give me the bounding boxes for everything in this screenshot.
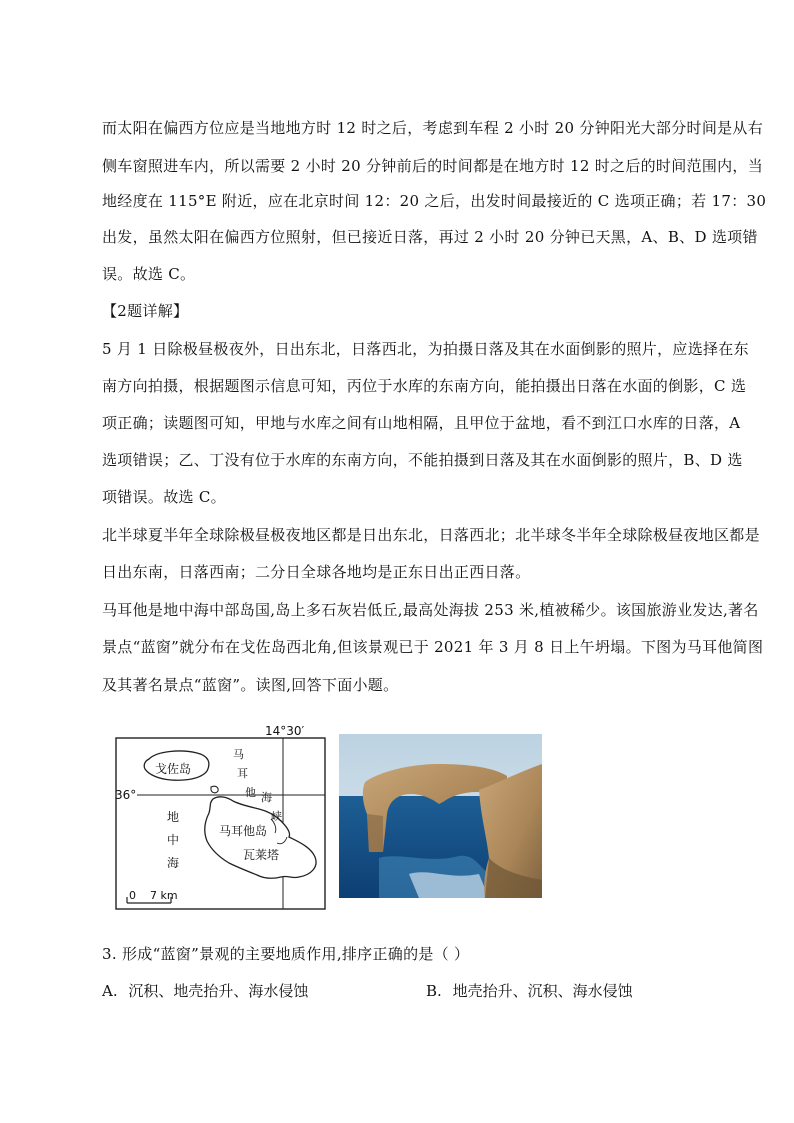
text-line: 选项错误；乙、丁没有位于水库的东南方向，不能拍摄到日落及其在水面倒影的照片，B、D 选: [102, 451, 743, 469]
strait-label-char: 马: [233, 748, 244, 761]
gozo-label: 戈佐岛: [155, 762, 192, 776]
latitude-label: 36°: [115, 788, 137, 802]
option-a-text: 沉积、地壳抬升、海水侵蚀: [128, 982, 309, 1000]
strait-label-char: 海: [261, 791, 272, 804]
sea-label-char: 中: [167, 833, 180, 847]
text-line: 马耳他是地中海中部岛国,岛上多石灰岩低丘,最高处海拔 253 米,植被稀少。该国旅游业发达,著名: [102, 601, 759, 619]
text-line: 出发，虽然太阳在偏西方位照射，但已接近日落，再过 2 小时 20 分钟已天黑，A、B、D 选项错: [102, 228, 758, 246]
option-b-text: 地壳抬升、沉积、海水侵蚀: [452, 982, 633, 1000]
option-b[interactable]: [426, 980, 633, 1001]
text-line: 而太阳在偏西方位应是当地地方时 12 时之后，考虑到车程 2 小时 20 分钟阳光大部分时间是从右: [102, 119, 764, 137]
text-line: 北半球夏半年全球除极昼极夜地区都是日出东北，日落西北；北半球冬半年全球除极昼夜地区都是: [102, 526, 760, 544]
sea-label-char: 地: [167, 810, 180, 824]
text-line: 5 月 1 日除极昼极夜外，日出东北，日落西北，为拍摄日落及其在水面倒影的照片，应选择在东: [102, 340, 749, 358]
comino-island: [211, 786, 218, 793]
text-line: 景点“蓝窗”就分布在戈佐岛西北角,但该景观已于 2021 年 3 月 8 日上午坍塌。下图为马耳他简图: [102, 638, 764, 656]
scale-label: 0 7 km: [129, 889, 178, 902]
option-a[interactable]: [102, 980, 308, 1001]
text-line: 项错误。故选 C。: [102, 488, 226, 506]
text-line: 地经度在 115°E 附近，应在北京时间 12：20 之后，出发时间最接近的 C 选项正确；若 17：30: [102, 192, 767, 210]
valletta-label: 瓦莱塔: [243, 848, 280, 862]
text-line: 及其著名景点“蓝窗”。读图,回答下面小题。: [102, 676, 399, 694]
azure-window-photo: [339, 734, 542, 898]
text-line: 南方向拍摄，根据题图示信息可知，丙位于水库的东南方向，能拍摄出日落在水面的倒影，C 选: [102, 377, 747, 395]
strait-label-char: 他: [245, 786, 256, 799]
text-line: 侧车窗照进车内，所以需要 2 小时 20 分钟前后的时间都是在地方时 12 时之后的时间范围内，当: [102, 157, 764, 175]
question-stem: 3. 形成“蓝窗”景观的主要地质作用,排序正确的是（ ）: [102, 945, 470, 963]
text-line: 项正确；读题图可知，甲地与水库之间有山地相隔，且甲位于盆地，看不到江口水库的日落，A: [102, 414, 741, 432]
sea-label-char: 海: [167, 856, 180, 870]
strait-label-char: 耳: [237, 767, 248, 780]
text-line: 日出东南，日落西南；二分日全球各地均是正东日出正西日落。: [102, 563, 531, 581]
malta-map: [115, 725, 327, 911]
longitude-label: 14°30′: [265, 725, 305, 738]
malta-island-label: 马耳他岛: [219, 824, 268, 838]
option-a-label: A.: [102, 982, 118, 1000]
section-heading: 【2题详解】: [102, 302, 189, 320]
strait-label-char: 峡: [271, 810, 282, 823]
text-line: 误。故选 C。: [102, 265, 196, 283]
option-b-label: B.: [426, 982, 442, 1000]
